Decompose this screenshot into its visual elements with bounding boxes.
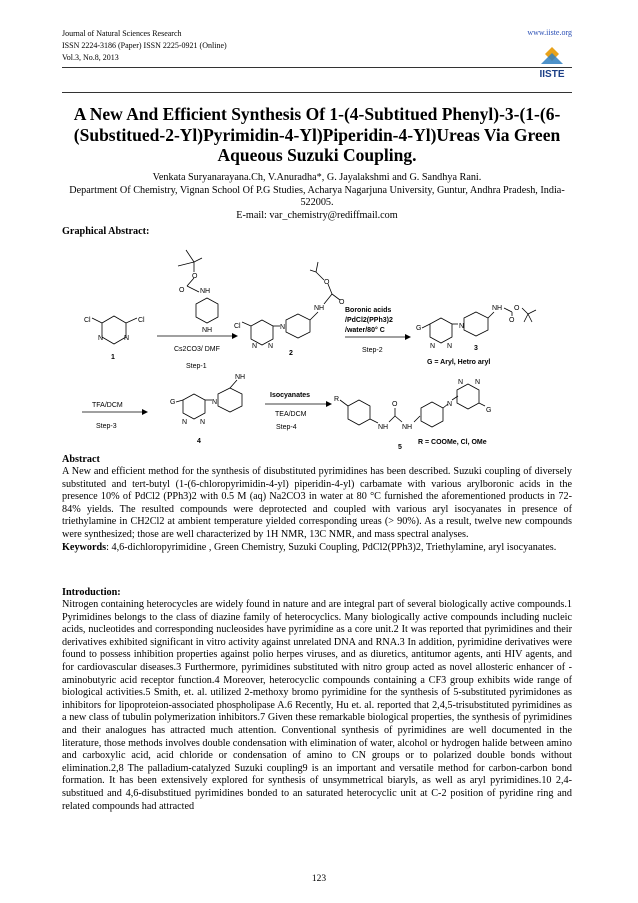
paper-title: A New And Efficient Synthesis Of 1-(4-Subtitued Phenyl)-3-(1-(6-(Substitued-2-Yl)Pyrimidin-4-Yl)Piperidin-4-Yl)Ureas Via Green Aqueous Suzuki Coupling. [73,104,561,165]
svg-text:N: N [252,343,258,350]
step2-reagent-a: Boronic acids [345,307,392,314]
step2-reagent-c: /water/80° C [345,327,385,334]
svg-text:N: N [98,335,104,342]
compound-4-structure [170,374,245,445]
svg-text:G: G [170,399,176,406]
author-names: Venkata Suryanarayana.Ch, V.Anuradha*, G. Jayalakshmi and G. Sandhya Rani. [152,172,482,183]
email: E-mail: var_chemistry@rediffmail.com [236,209,398,221]
svg-text:O: O [179,287,185,294]
compound-1-structure [84,316,145,361]
svg-text:N: N [200,419,206,426]
svg-text:N: N [212,399,218,406]
svg-text:NH: NH [402,424,413,431]
compound-5-structure [334,379,491,451]
step2-label: Step-2 [362,347,383,354]
g-definition: G = Aryl, Hetro aryl [427,359,491,366]
abstract-text: A New and efficient method for the synthesis of disubstituted pyrimidines has been described. Suzuki coupling of diversely substituted and tert-butyl (1-(6-chloropyrimidin-4-yl) piperidin-4-yl) carbamate with various arylboronic acids in the presence 10% of PdCl2 (PPh3)2 with 0.5 M (aq) Na2CO3 in water at 80 °C furnished the aforementioned products in 72-84% yields. The resulted compounds were deprotected and coupled with various aryl isocyanates in presence of triethylamine in CH2Cl2 at ambient temperature yielded corresponding ureas (> 90%). As a result, twelve new compounds were synthesized; those are well characterized by 1H NMR, 13C NMR, and mass spectral analyses. [62,466,572,540]
svg-text:NH: NH [378,424,389,431]
boc-piperidine-reagent [178,250,218,334]
author-block [62,172,572,222]
svg-text:IISTE: IISTE [539,69,565,80]
step4-reagent-b: TEA/DCM [275,411,307,418]
step4-reagent-a: Isocyanates [270,392,311,399]
compound-3-structure [416,305,536,366]
affiliation: Department Of Chemistry, Vignan School Of P.G Studies, Acharya Nagarjuna University, Guntur, Andhra Pradesh, India-522005. [69,184,565,208]
compound-2-structure [234,262,345,357]
svg-text:O: O [392,401,398,408]
introduction-heading: Introduction: [62,587,121,598]
header-rule [62,67,572,68]
svg-text:N: N [447,343,453,350]
svg-text:N: N [182,419,188,426]
journal-name: Journal of Natural Sciences Research [62,29,182,38]
volume: Vol.3, No.8, 2013 [62,53,119,62]
svg-text:NH: NH [200,288,211,295]
abstract-heading: Abstract [62,454,100,465]
keywords-line [62,542,572,555]
svg-text:O: O [339,299,345,306]
compound-3-label: 3 [474,345,478,352]
step3-label: Step-3 [96,423,117,430]
svg-text:N: N [430,343,436,350]
svg-text:NH: NH [235,374,246,381]
r-definition: R = COOMe, Cl, OMe [418,439,487,446]
svg-text:N: N [475,379,481,386]
svg-text:Cl: Cl [84,317,91,324]
graphical-abstract-heading: Graphical Abstract: [62,226,150,237]
step2-reagent-b: /PdCl2(PPh3)2 [345,317,393,324]
svg-text:R: R [334,396,340,403]
compound-5-label: 5 [398,444,402,451]
abstract-body [62,466,572,554]
introduction-text: Nitrogen containing heterocycles are widely found in nature and are integral part of several biologically active compounds.1 Pyrimidines belongs to the class of diazine family of heterocyclics. Many biologically active compounds including nucleic acids, nucleotides and corresponding nucleosides have pyrimidine as a core unit.2 It was reported that pyrimidines and their derivatives exhibited significant in vitro activity against unrelated DNA and RNA.3 In addition, pyrimidine derivatives were found to possess inhibition properties against polio herpes viruses, and as diuretics, antitumor agents, anti HIV agents, and for cardiovascular diseases.3 Furthermore, pyrimidines substituted with nitro group acted as novel allosteric enhancer of -aminobutyric acid receptor function.4 Moreover, heterocyclic compounds containing a CF3 group exhibits wide range of biological activities.5 Smith, et. al. utilized 2-methoxy bromo pyrimidine for the synthesis of 5-substituted pyrimidones as inhibitors for lipoproteion-associated phospholipase A.6 Recently, Hu et. al. reported that 2,4,5-trisubstituted pyrimidines as a new class of tubulin polymerization inhibitors.7 Given these remarkable biological properties, the synthesis of pyrimidines and their analogues has attracted much attention. Conventional synthesis of pyrimidines are well documented in the literature, those methods involves double condensation with elimination of water, alcohol or hydrogen halide between amino and carboxylic acid, acid chloride or condensation of amino to CN groups or to polarized double bonds without elimination.2,8 The palladium-catalyzed Suzuki coupling9 is an important and versatile method for carbon-carbon bond formation. It has been extensively explored for synthesis of unsymmetrical biaryls, as well as aryl pyrimidines.10 2,4-substitued and 4,6-disubstitued pyrimidines bonded to an saturated heterocyclic unit at C-2 position of pyridine ring and related compounds had attracted [62,599,572,812]
svg-text:N: N [268,343,274,350]
issn: ISSN 2224-3186 (Paper) ISSN 2225-0921 (Online) [62,41,227,50]
step4-label: Step-4 [276,424,297,431]
svg-text:NH: NH [314,305,325,312]
svg-text:G: G [416,325,422,332]
title-rule [62,92,572,93]
journal-website-link[interactable]: www.iiste.org [527,28,572,37]
step1-label: Step-1 [186,363,207,370]
svg-text:O: O [192,273,198,280]
svg-text:O: O [514,305,520,312]
svg-text:N: N [459,323,465,330]
svg-text:N: N [124,335,130,342]
keywords-label: Keywords [62,541,107,553]
step3-reagent: TFA/DCM [92,402,123,409]
introduction-body [62,599,572,813]
page-number: 123 [311,874,327,884]
svg-text:NH: NH [492,305,503,312]
reaction-scheme [62,238,572,458]
keywords-text: : 4,6-dichloropyrimidine , Green Chemistry, Suzuki Coupling, PdCl2(PPh3)2, Triethylamine, aryl isocyanates. [106,541,557,553]
svg-text:N: N [280,324,286,331]
svg-text:O: O [324,279,330,286]
svg-text:N: N [447,401,453,408]
svg-text:Cl: Cl [138,317,145,324]
compound-1-label: 1 [111,354,115,361]
iiste-logo [532,44,572,82]
svg-text:Cl: Cl [234,323,241,330]
svg-text:N: N [458,379,464,386]
compound-2-label: 2 [289,350,293,357]
compound-4-label: 4 [197,438,201,445]
step1-reagent: Cs2CO3/ DMF [174,346,220,353]
svg-text:NH: NH [202,327,213,334]
svg-text:O: O [509,317,515,324]
svg-text:G: G [486,407,492,414]
